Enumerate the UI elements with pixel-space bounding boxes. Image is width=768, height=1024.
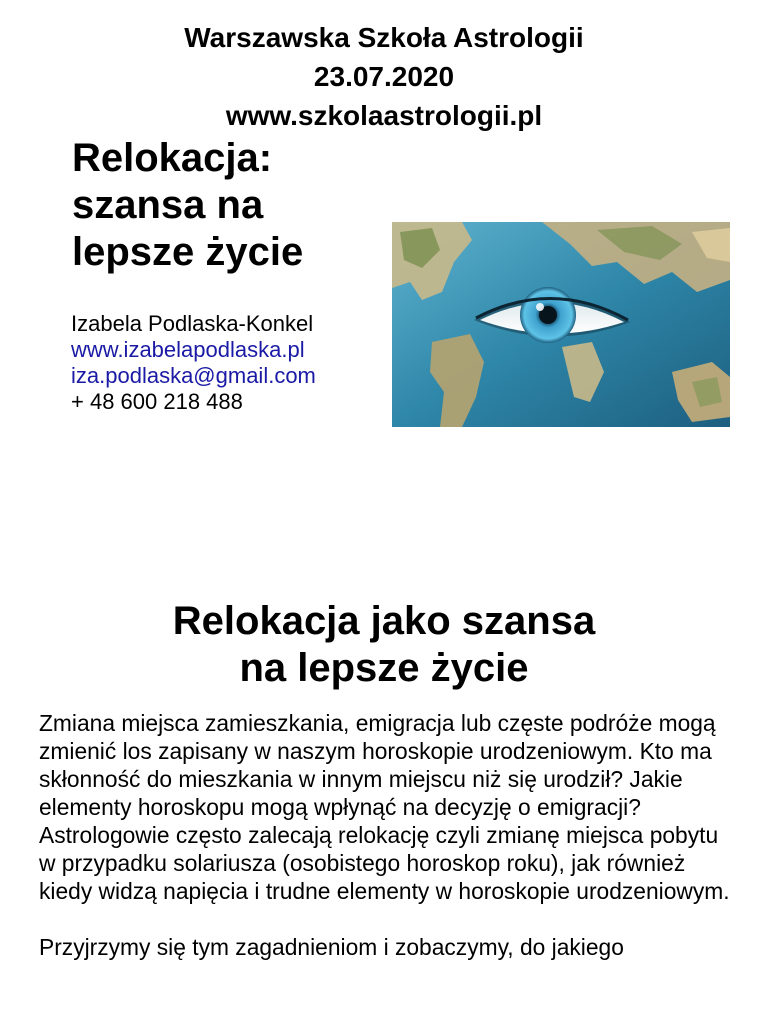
title-line-2: szansa na [72,183,264,227]
page-header [0,18,768,135]
title-line-1: Relokacja: [72,136,273,180]
title-line-3: lepsze życie [72,230,304,274]
author-phone: + 48 600 218 488 [71,389,243,414]
paragraph-2: Przyjrzymy się tym zagadnieniom i zobaczymy, do jakiego [39,934,624,960]
author-email-link[interactable]: iza.podlaska@gmail.com [71,363,316,388]
author-contact [71,311,316,415]
school-name: Warszawska Szkoła Astrologii [184,22,584,53]
section-heading-line-2: na lepsze życie [239,646,529,690]
paragraph-1: Zmiana miejsca zamieszkania, emigracja lub częste podróże mogą zmienić los zapisany w naszym horoskopie urodzeniowym. Kto ma skłonność do mieszkania w innym miejscu niż się urodził? Jakie elementy horoskopu mogą wpłynąć na decyzję o emigracji? Astrologowie często zalecają relokację czyli zmianę miejsca pobytu w przypadku solariusza (osobistego horoskop roku), jak również kiedy widzą napięcia i trudne elementy w horoskopie urodzeniowym. [39,710,730,904]
section-heading [0,598,768,692]
author-website-link[interactable]: www.izabelapodlaska.pl [71,337,305,362]
section-heading-line-1: Relokacja jako szansa [172,599,596,643]
header-date: 23.07.2020 [313,61,455,92]
presentation-title [72,135,372,276]
header-website: www.szkolaastrologii.pl [225,100,543,131]
author-name: Izabela Podlaska-Konkel [71,311,314,336]
eye-world-map-image [392,222,730,427]
article-body [39,709,739,961]
